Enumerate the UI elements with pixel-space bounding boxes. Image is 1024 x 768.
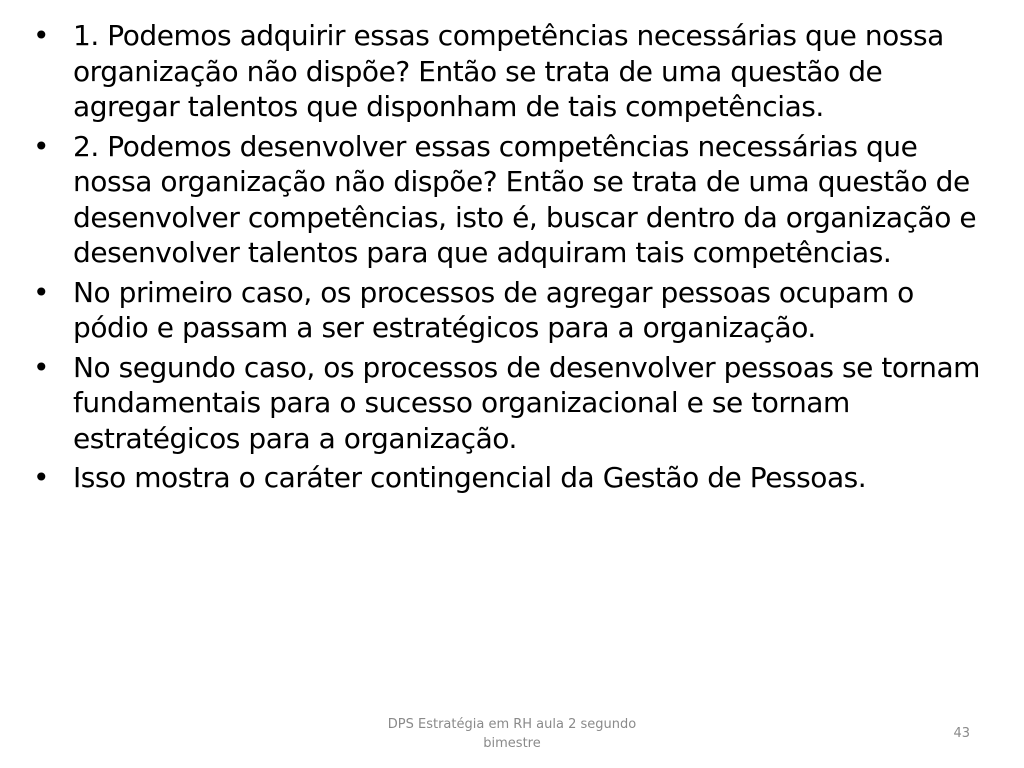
bullet-item: [30, 460, 995, 496]
page-number: 43: [953, 726, 970, 741]
bullet-marker: •: [33, 19, 50, 52]
bullet-text: 2. Podemos desenvolver essas competências necessárias que nossa organização não dispõe? Então se trata de uma questão de desenvolver competências, isto é, buscar dentro da organização e desenvolver talentos para que adquiram tais competências.: [73, 129, 977, 269]
bullet-item: [30, 350, 995, 457]
slide-footer: DPS Estratégia em RH aula 2 segundo bimestre: [387, 717, 637, 751]
bullet-text: No primeiro caso, os processos de agregar pessoas ocupam o pódio e passam a ser estratégicos para a organização.: [73, 275, 914, 344]
bullet-item: [30, 129, 995, 271]
bullet-marker: •: [33, 275, 50, 309]
bullet-list: [30, 18, 995, 500]
bullet-text: No segundo caso, os processos de desenvolver pessoas se tornam fundamentais para o sucesso organizacional e se tornam estratégicos para a organização.: [73, 350, 980, 455]
bullet-marker: •: [33, 350, 50, 384]
bullet-marker: •: [33, 129, 50, 163]
bullet-item: [30, 18, 995, 125]
bullet-text: 1. Podemos adquirir essas competências necessárias que nossa organização não dispõe? Então se trata de uma questão de agregar talentos que disponham de tais competências.: [73, 19, 944, 123]
bullet-text: Isso mostra o caráter contingencial da Gestão de Pessoas.: [73, 461, 867, 494]
bullet-marker: •: [33, 461, 50, 494]
bullet-item: [30, 275, 995, 346]
